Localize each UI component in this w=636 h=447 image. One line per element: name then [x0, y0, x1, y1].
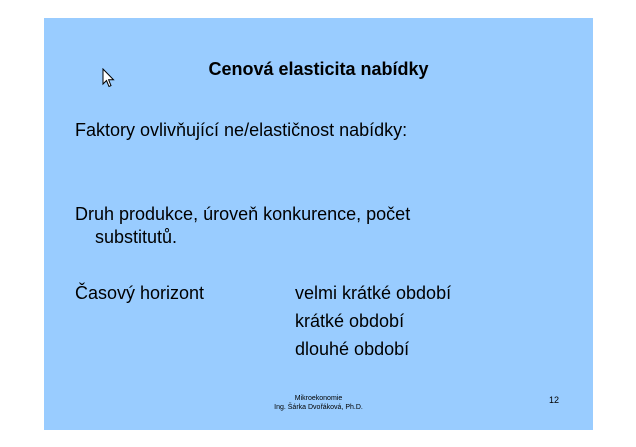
slide — [44, 18, 593, 430]
period-long: dlouhé období — [295, 339, 410, 359]
page-number: 12 — [549, 395, 560, 405]
slide-title: Cenová elasticita nabídky — [208, 59, 429, 79]
slide-footer — [44, 394, 593, 412]
factors-text-line2: substitutů. — [95, 227, 178, 247]
factors-heading: Faktory ovlivňující ne/elastičnost nabídky: — [75, 120, 408, 140]
factors-text-line1: Druh produkce, úroveň konkurence, počet — [75, 204, 411, 224]
period-short: krátké období — [295, 311, 405, 331]
period-very-short: velmi krátké období — [295, 283, 452, 303]
footer-author: Ing. Šárka Dvořáková, Ph.D. — [274, 404, 363, 411]
time-horizon-label: Časový horizont — [75, 283, 205, 303]
footer-course: Mikroekonomie — [294, 395, 343, 402]
